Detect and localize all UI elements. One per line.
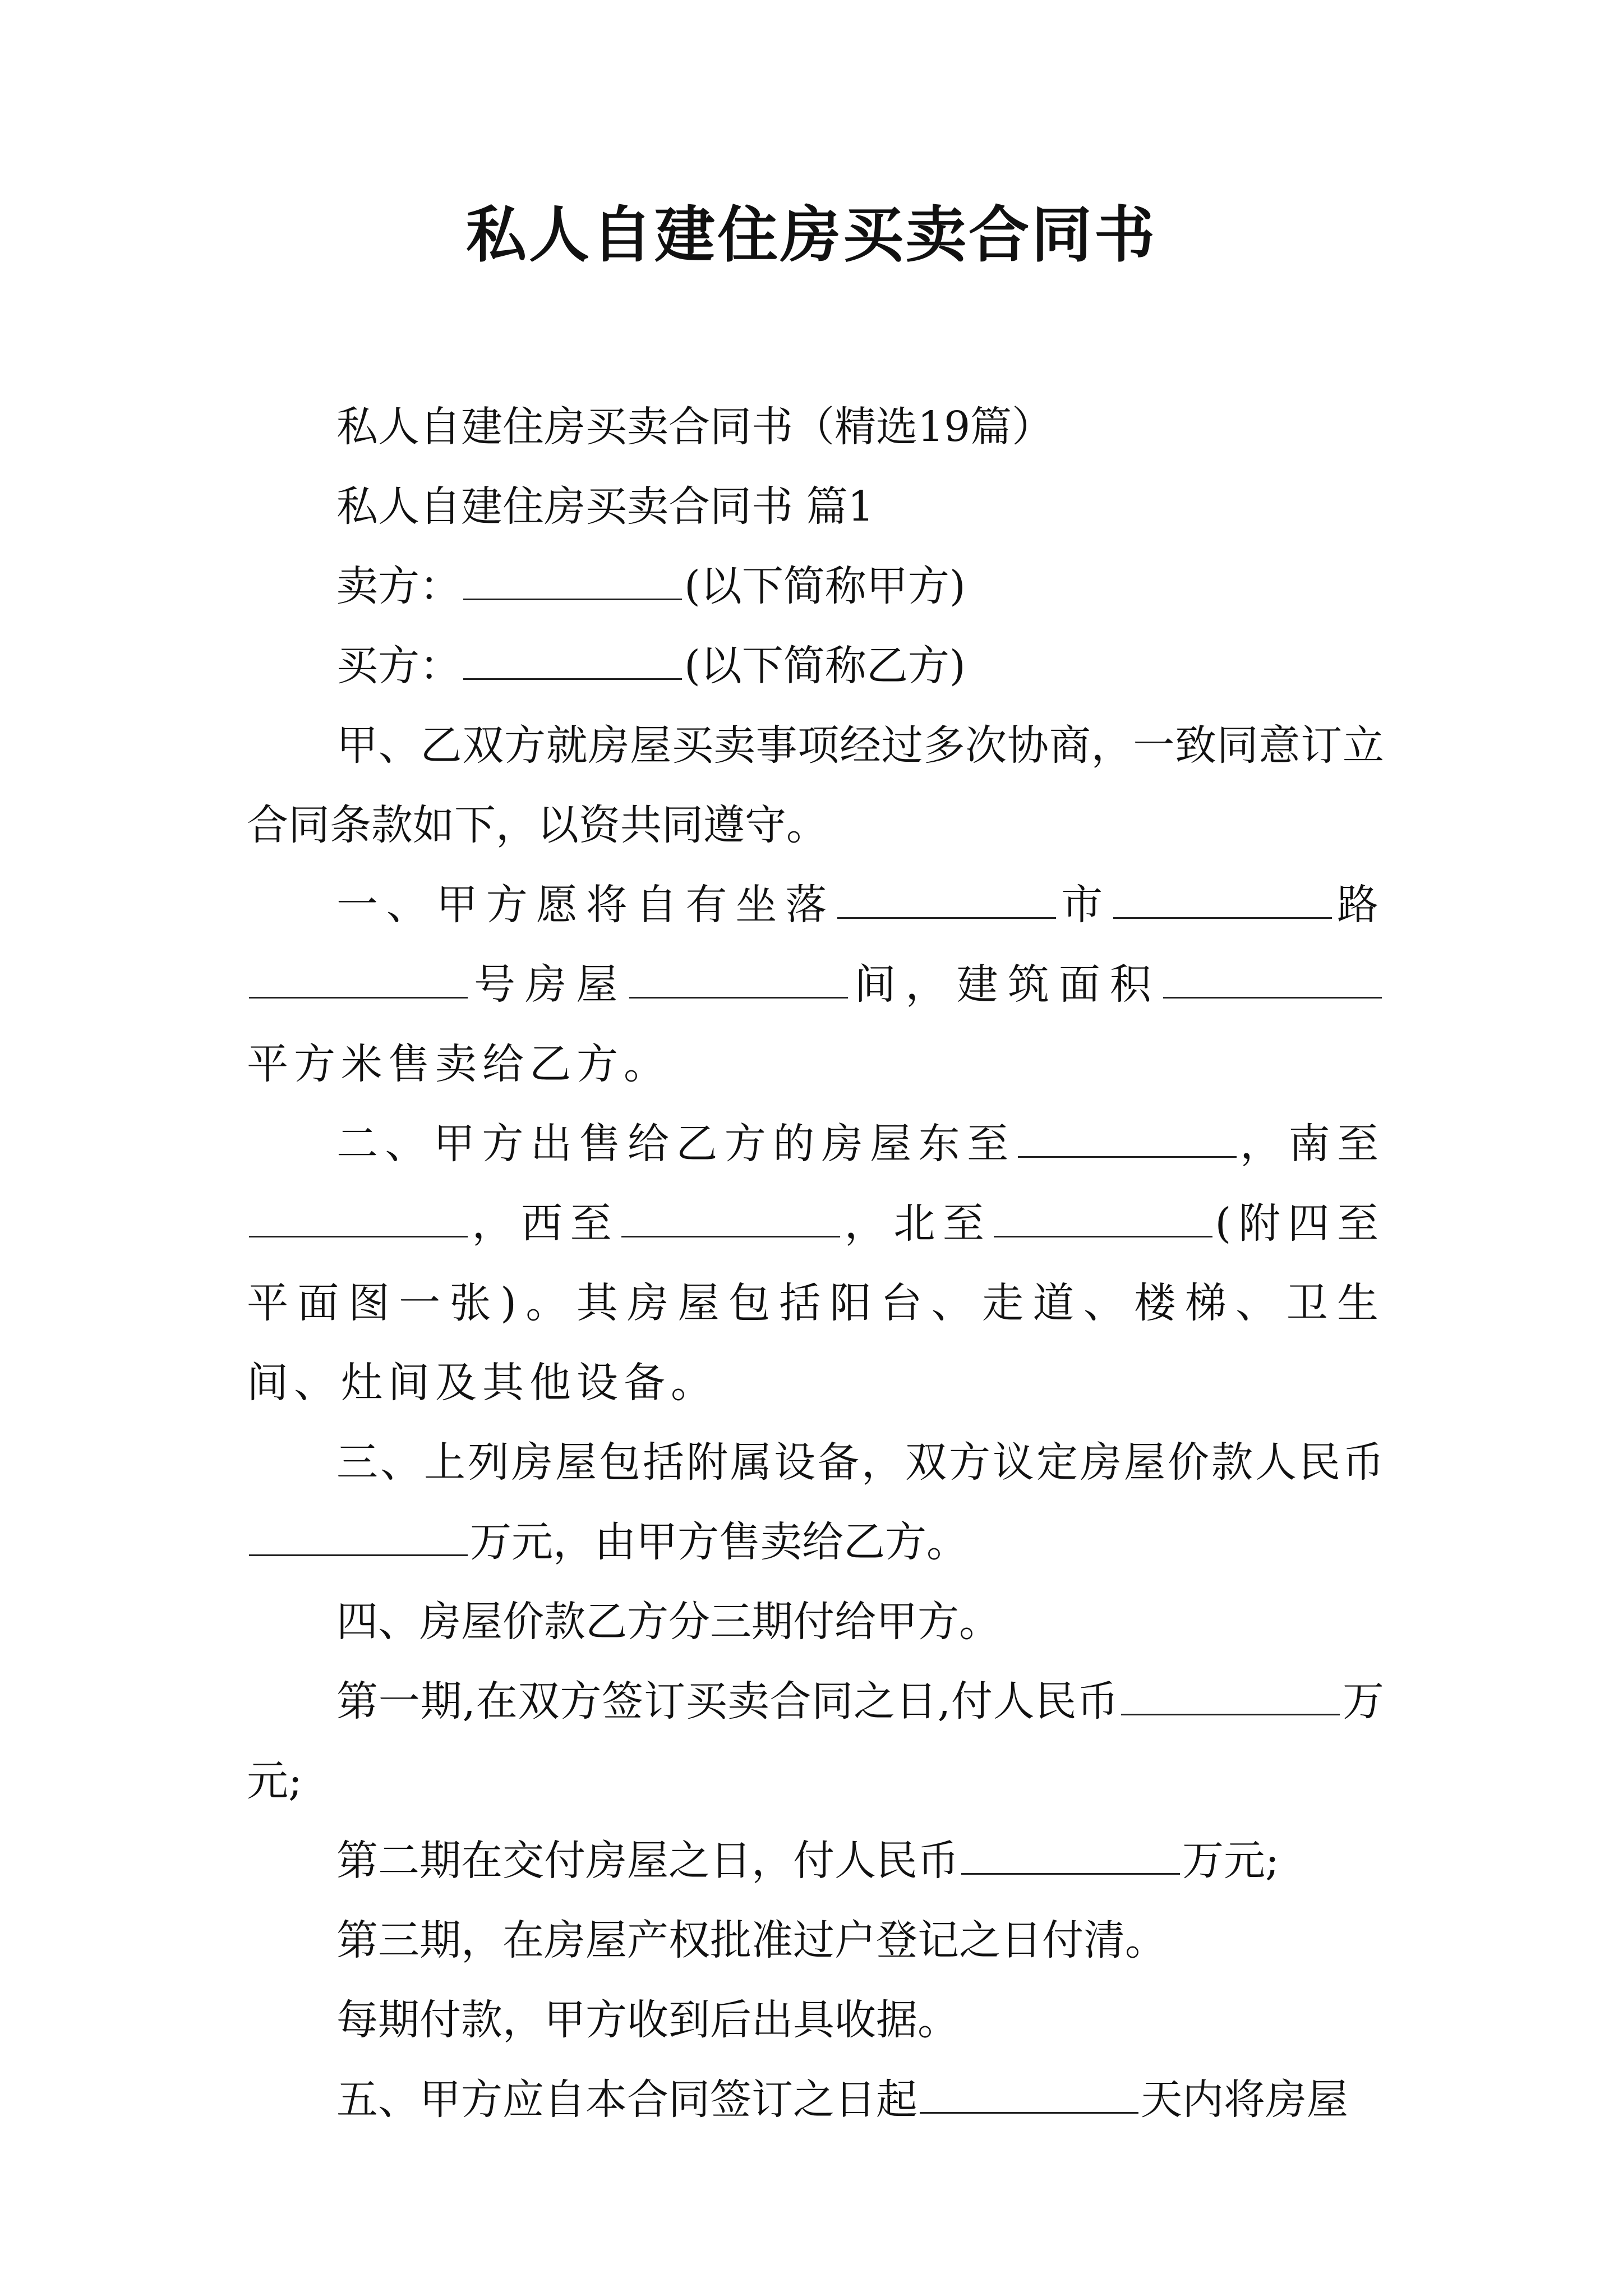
- clause-2-blank-d: [994, 1203, 1212, 1237]
- clause-1-text-f: 平方米售卖给乙方。: [247, 1040, 671, 1088]
- buyer-blank: [463, 646, 682, 680]
- section-heading: 私人自建住房买卖合同书 篇1: [336, 482, 874, 531]
- seller-line: [247, 546, 1384, 626]
- clause-1-text-b: 市: [1058, 881, 1112, 929]
- clause-5-text-b: 天内将房屋: [1141, 2076, 1348, 2124]
- clause-2-blank-c: [621, 1203, 840, 1237]
- clause-2-text-c: ，西至: [470, 1199, 620, 1248]
- clause-5: [247, 2060, 1384, 2139]
- clause-1: [247, 865, 1384, 1104]
- clause-1-text-a: 一、甲方愿将自有坐落: [336, 881, 836, 929]
- clause-2-text-b: ，南至: [1238, 1120, 1385, 1168]
- clause-2-blank-b: [249, 1203, 468, 1237]
- seller-label: 卖方：: [336, 562, 461, 610]
- clause-2-text-e: (附四至平面图一张)。其房屋包括阳台、走道、楼梯、卫生间、灶间及其他设备。: [247, 1199, 1385, 1407]
- seller-blank: [463, 566, 682, 600]
- clause-1-blank-e: [1163, 964, 1382, 999]
- period-2-blank: [961, 1841, 1180, 1875]
- clause-2-text-d: ，北至: [842, 1199, 992, 1248]
- clause-5-text-a: 五、甲方应自本合同签订之日起: [336, 2076, 917, 2124]
- period-1-text-b: 万元;: [247, 1677, 1385, 1805]
- clause-3-text-b: 万元，由甲方售卖给乙方。: [470, 1518, 968, 1566]
- payment-period-1: [247, 1662, 1384, 1821]
- document-body: [247, 387, 1384, 2139]
- clause-1-blank-a: [837, 885, 1056, 919]
- clause-1-text-c: 路: [1334, 881, 1385, 929]
- buyer-label: 买方：: [336, 642, 461, 690]
- clause-4: 四、房屋价款乙方分三期付给甲方。: [336, 1598, 1000, 1646]
- seller-suffix: (以下简称甲方): [684, 562, 966, 610]
- clause-5-blank: [920, 2079, 1138, 2114]
- clause-1-text-d: 号房屋: [470, 960, 628, 1009]
- buyer-line: [247, 626, 1384, 706]
- clause-2: [247, 1104, 1384, 1423]
- clause-1-text-e: 间，建筑面积: [850, 960, 1161, 1009]
- preamble-paragraph: 甲、乙双方就房屋买卖事项经过多次协商，一致同意订立合同条款如下，以资共同遵守。: [247, 721, 1384, 849]
- clause-1-blank-d: [629, 964, 848, 999]
- clause-3: [247, 1423, 1384, 1582]
- clause-2-blank-a: [1018, 1124, 1237, 1158]
- clause-3-blank: [249, 1522, 468, 1556]
- payment-period-2: [247, 1821, 1384, 1901]
- receipt-paragraph: 每期付款，甲方收到后出具收据。: [336, 1996, 959, 2044]
- clause-1-blank-c: [249, 964, 468, 999]
- period-1-blank: [1121, 1681, 1340, 1715]
- payment-period-3: 第三期，在房屋产权批准过户登记之日付清。: [336, 1916, 1166, 1964]
- document-title: 私人自建住房买卖合同书: [465, 200, 1157, 270]
- period-2-text-b: 万元;: [1182, 1837, 1279, 1885]
- intro-paragraph: 私人自建住房买卖合同书（精选19篇）: [336, 403, 1054, 451]
- period-2-text-a: 第二期在交付房屋之日，付人民币: [336, 1837, 959, 1885]
- period-1-text-a: 第一期,在双方签订买卖合同之日,付人民币: [336, 1677, 1119, 1726]
- clause-3-text-a: 三、上列房屋包括附属设备，双方议定房屋价款人民币: [336, 1438, 1384, 1487]
- clause-1-blank-b: [1113, 885, 1332, 919]
- clause-2-text-a: 二、甲方出售给乙方的房屋东至: [336, 1120, 1016, 1168]
- buyer-suffix: (以下简称乙方): [684, 642, 966, 690]
